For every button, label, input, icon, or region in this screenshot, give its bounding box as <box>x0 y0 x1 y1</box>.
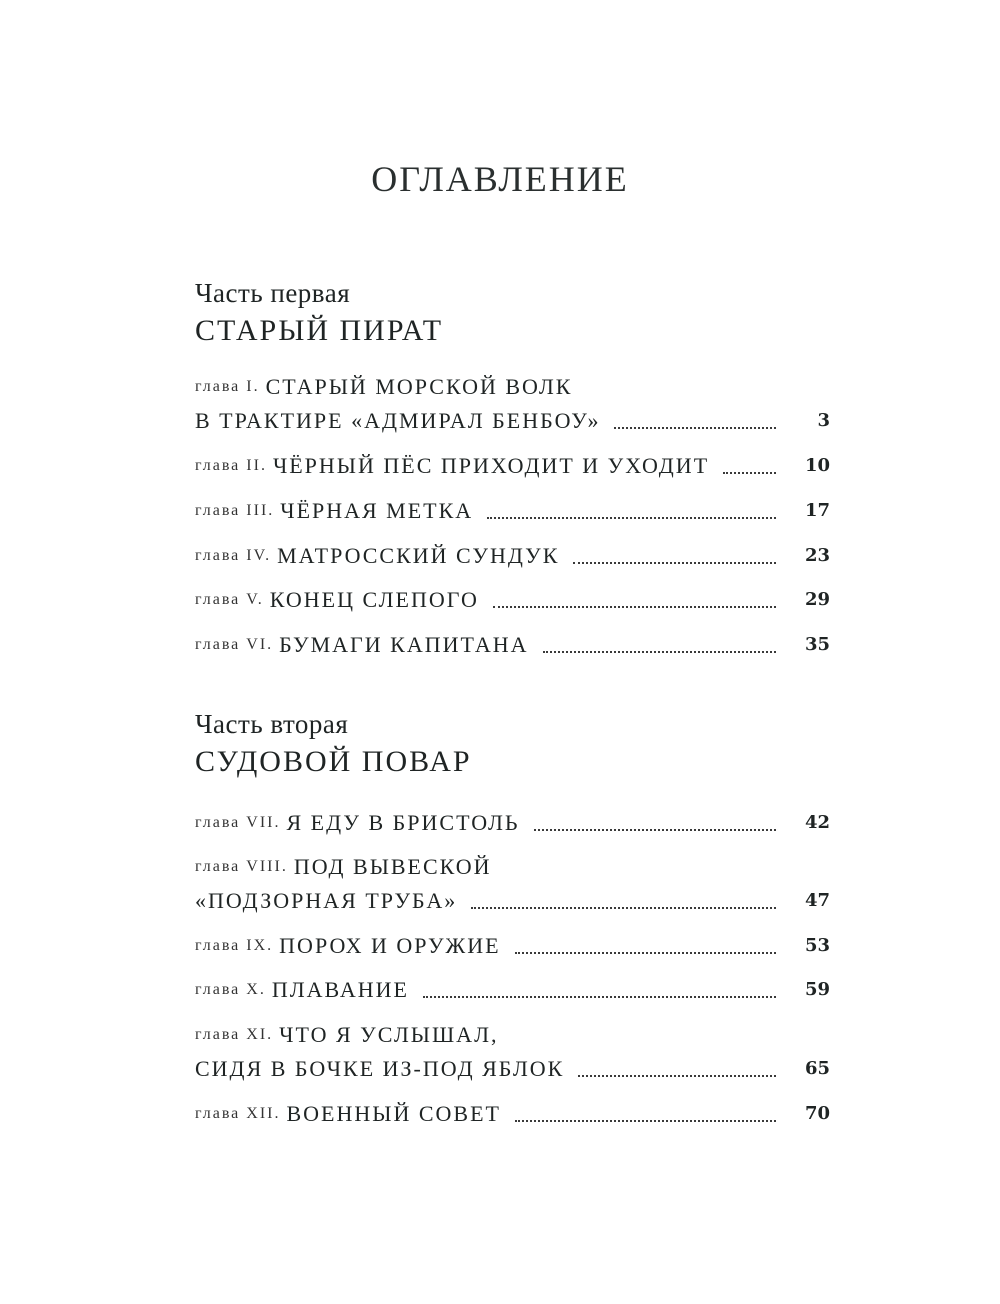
dot-leader <box>543 651 776 653</box>
chapter-title: СТАРЫЙ МОРСКОЙ ВОЛК <box>265 374 573 399</box>
dot-leader <box>471 907 776 909</box>
chapter-label: глава II. <box>195 457 267 474</box>
chapter-label: глава VI. <box>195 636 274 653</box>
chapter-label: глава III. <box>195 502 275 519</box>
chapter-label: глава IX. <box>195 937 274 954</box>
toc-entry-ch1[interactable] <box>195 368 830 402</box>
dot-leader <box>515 1120 776 1122</box>
chapter-title-continued: СИДЯ В БОЧКЕ ИЗ-ПОД ЯБЛОК <box>195 1056 565 1081</box>
page-number: 70 <box>804 1103 830 1124</box>
toc-entry-ch10[interactable] <box>195 971 830 1005</box>
chapter-label: глава XII. <box>195 1105 281 1122</box>
page-title: ОГЛАВЛЕНИЕ <box>371 159 629 199</box>
chapter-label: глава V. <box>195 591 264 608</box>
toc-entry-ch11-line2[interactable] <box>195 1050 830 1084</box>
chapter-title: Я ЕДУ В БРИСТОЛЬ <box>286 810 520 835</box>
dot-leader <box>487 517 776 519</box>
toc-entry-ch9[interactable] <box>195 927 830 961</box>
toc-entry-ch3[interactable] <box>195 492 830 526</box>
page-number: 3 <box>817 410 830 431</box>
part-1-label: Часть первая <box>195 278 351 308</box>
chapter-label: глава VIII. <box>195 858 288 875</box>
chapter-title: ЧЁРНАЯ МЕТКА <box>280 498 474 523</box>
part-2-header <box>195 707 835 783</box>
dot-leader <box>534 829 776 831</box>
chapter-title-continued: В ТРАКТИРЕ «АДМИРАЛ БЕНБОУ» <box>195 408 601 433</box>
toc-entry-ch8-line2[interactable] <box>195 882 830 916</box>
part-2-label: Часть вторая <box>195 709 349 739</box>
chapter-title: МАТРОССКИЙ СУНДУК <box>277 543 560 568</box>
chapter-title: ЧЁРНЫЙ ПЁС ПРИХОДИТ И УХОДИТ <box>272 453 710 478</box>
dot-leader <box>423 996 776 998</box>
toc-entry-ch1-line2[interactable] <box>195 402 830 436</box>
part-1-name: СТАРЫЙ ПИРАТ <box>195 314 444 347</box>
part-1-header <box>195 276 835 352</box>
dot-leader <box>573 562 776 564</box>
dot-leader <box>614 427 776 429</box>
page-number: 29 <box>804 589 830 610</box>
page-number: 17 <box>804 500 830 521</box>
dot-leader <box>493 606 776 608</box>
toc-entry-ch8[interactable] <box>195 848 830 882</box>
page-number: 59 <box>804 979 830 1000</box>
chapter-title: ВОЕННЫЙ СОВЕТ <box>286 1101 501 1126</box>
toc-entry-ch5[interactable] <box>195 581 830 615</box>
chapter-label: глава X. <box>195 981 266 998</box>
chapter-title: ПОРОХ И ОРУЖИЕ <box>279 933 501 958</box>
chapter-label: глава IV. <box>195 547 272 564</box>
toc-entry-ch12[interactable] <box>195 1095 830 1129</box>
page-number: 65 <box>804 1058 830 1079</box>
page-number: 23 <box>804 545 830 566</box>
dot-leader <box>578 1075 776 1077</box>
toc-entry-ch11[interactable] <box>195 1016 830 1050</box>
toc-entry-ch6[interactable] <box>195 626 830 660</box>
page-number: 42 <box>804 812 830 833</box>
chapter-label: глава XI. <box>195 1026 274 1043</box>
page-number: 35 <box>804 634 830 655</box>
dot-leader <box>723 472 776 474</box>
chapter-title: ПЛАВАНИЕ <box>271 977 409 1002</box>
chapter-title: КОНЕЦ СЛЕПОГО <box>269 587 479 612</box>
page-number: 10 <box>804 455 830 476</box>
part-2-name: СУДОВОЙ ПОВАР <box>195 745 472 778</box>
page-number: 53 <box>804 935 830 956</box>
page-number: 47 <box>804 890 830 911</box>
chapter-title-continued: «ПОДЗОРНАЯ ТРУБА» <box>195 888 458 913</box>
chapter-title: ЧТО Я УСЛЫШАЛ, <box>279 1022 499 1047</box>
chapter-label: глава VII. <box>195 814 281 831</box>
chapter-label: глава I. <box>195 378 260 395</box>
toc-entry-ch2[interactable] <box>195 447 830 481</box>
dot-leader <box>515 952 776 954</box>
chapter-title: БУМАГИ КАПИТАНА <box>279 632 529 657</box>
chapter-title: ПОД ВЫВЕСКОЙ <box>293 854 492 879</box>
toc-entry-ch4[interactable] <box>195 537 830 571</box>
toc-entry-ch7[interactable] <box>195 804 830 838</box>
